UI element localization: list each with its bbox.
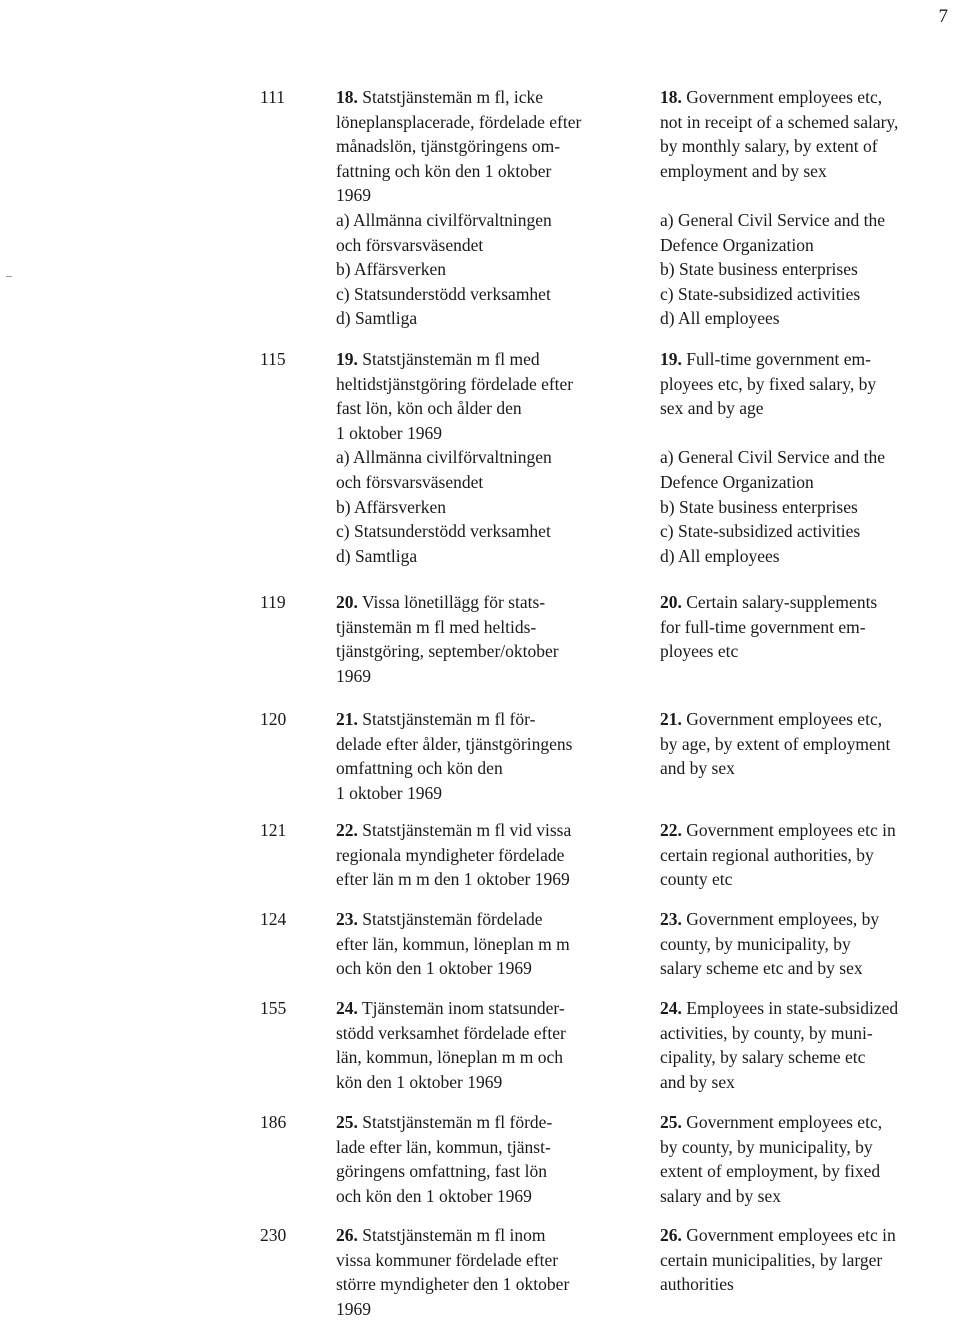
english-title-line	[660, 445, 950, 470]
swedish-title-text: större myndigheter den 1 oktober	[336, 1274, 570, 1295]
english-title-line	[660, 1159, 950, 1184]
swedish-title	[336, 818, 636, 892]
english-title-text: Full-time government em-	[686, 349, 871, 369]
english-title-line	[660, 134, 950, 159]
toc-page-number: 186	[260, 1112, 287, 1132]
swedish-title-line	[336, 1110, 636, 1135]
english-title-line	[660, 818, 950, 843]
english-title-line	[660, 1110, 950, 1135]
swedish-title-line	[336, 639, 636, 664]
english-title	[660, 1223, 950, 1297]
english-title-line	[660, 1135, 950, 1160]
swedish-title-text: Statstjänstemän m fl för-	[362, 709, 536, 729]
toc-page-number: 121	[260, 820, 287, 840]
english-title-text: Government employees etc,	[686, 1112, 883, 1132]
swedish-title-line	[336, 1070, 636, 1095]
swedish-title-line	[336, 907, 636, 932]
swedish-title-text: löneplansplacerade, fördelade efter	[336, 111, 582, 132]
toc-entry-number: 24.	[336, 998, 358, 1018]
swedish-title	[336, 85, 636, 331]
swedish-title-text: 1 oktober 1969	[336, 422, 442, 443]
english-title-text: extent of employment, by fixed	[660, 1161, 881, 1182]
toc-entry-number: 23.	[336, 909, 358, 929]
swedish-title-line	[336, 1297, 636, 1321]
swedish-title-text: d) Samtliga	[336, 308, 418, 329]
toc-entry-number: 19.	[336, 349, 358, 369]
swedish-title-line	[336, 1184, 636, 1209]
swedish-title-line	[336, 257, 636, 282]
swedish-title-text: 1969	[336, 1298, 371, 1319]
swedish-title-text: b) Affärsverken	[336, 496, 446, 517]
english-title-line	[660, 932, 950, 957]
swedish-title-text: d) Samtliga	[336, 545, 418, 566]
swedish-title	[336, 707, 636, 805]
english-title-text: authorities	[660, 1274, 734, 1295]
english-title-text: employment and by sex	[660, 160, 827, 181]
english-title	[660, 818, 950, 892]
english-title-text: ployees etc, by fixed salary, by	[660, 373, 877, 394]
swedish-title-line	[336, 664, 636, 689]
swedish-title-text: och kön den 1 oktober 1969	[336, 1185, 532, 1206]
english-title-line	[660, 208, 950, 233]
swedish-title-line	[336, 1248, 636, 1273]
english-title-line	[660, 85, 950, 110]
scan-mark	[6, 276, 12, 277]
english-title-text: Defence Organization	[660, 234, 814, 255]
toc-page-number: 155	[260, 998, 287, 1018]
english-title-line	[660, 639, 950, 664]
toc-page-number: 119	[260, 592, 286, 612]
swedish-title-line	[336, 470, 636, 495]
swedish-title-line	[336, 282, 636, 307]
english-title-text: c) State-subsidized activities	[660, 521, 861, 542]
english-title-text: by age, by extent of employment	[660, 733, 891, 754]
english-title-text: Government employees etc,	[686, 87, 883, 107]
english-title-text: d) All employees	[660, 545, 780, 566]
swedish-title-text: tjänstemän m fl med heltids-	[336, 616, 537, 637]
swedish-title-line	[336, 615, 636, 640]
swedish-title-text: c) Statsunderstödd verksamhet	[336, 521, 551, 542]
toc-page-number: 230	[260, 1225, 287, 1245]
english-title-line	[660, 1272, 950, 1297]
swedish-title-text: vissa kommuner fördelade efter	[336, 1249, 559, 1270]
english-title-line	[660, 110, 950, 135]
swedish-title-text: fattning och kön den 1 oktober	[336, 160, 552, 181]
toc-page-number: 124	[260, 909, 287, 929]
toc-entry-number: 21.	[336, 709, 358, 729]
english-title-text	[660, 423, 664, 443]
swedish-title-text: Statstjänstemän m fl med	[362, 349, 540, 369]
swedish-title-text: och kön den 1 oktober 1969	[336, 958, 532, 979]
english-title-text: Government employees, by	[686, 909, 880, 929]
english-title-line	[660, 183, 950, 208]
swedish-title-line	[336, 544, 636, 569]
swedish-title-text: stödd verksamhet fördelade efter	[336, 1022, 566, 1043]
english-title-line	[660, 615, 950, 640]
swedish-title-line	[336, 495, 636, 520]
toc-page-number: 115	[260, 349, 286, 369]
swedish-title	[336, 590, 636, 688]
english-title-text: b) State business enterprises	[660, 496, 858, 517]
toc-page-number: 111	[260, 87, 285, 107]
swedish-title-line	[336, 372, 636, 397]
swedish-title-line	[336, 159, 636, 184]
english-title-text: salary scheme etc and by sex	[660, 958, 863, 979]
swedish-title-text: och försvarsväsendet	[336, 471, 484, 492]
swedish-title	[336, 1223, 636, 1321]
english-title-text: a) General Civil Service and the	[660, 447, 885, 468]
english-title-line	[660, 1223, 950, 1248]
swedish-title-line	[336, 306, 636, 331]
english-title-text: Government employees etc in	[686, 1225, 896, 1245]
swedish-title-text: omfattning och kön den	[336, 758, 503, 779]
english-title-line	[660, 306, 950, 331]
swedish-title	[336, 907, 636, 981]
swedish-title-line	[336, 932, 636, 957]
swedish-title-text: a) Allmänna civilförvaltningen	[336, 209, 552, 230]
toc-entry-number: 19.	[660, 349, 682, 369]
swedish-title-text: 1969	[336, 185, 371, 206]
swedish-title-text: län, kommun, löneplan m m och	[336, 1047, 563, 1068]
swedish-title-text: c) Statsunderstödd verksamhet	[336, 283, 551, 304]
page-number: 7	[938, 6, 948, 27]
swedish-title-text: Statstjänstemän m fl inom	[362, 1225, 546, 1245]
english-title	[660, 707, 950, 781]
swedish-title-line	[336, 1135, 636, 1160]
swedish-title-line	[336, 110, 636, 135]
english-title	[660, 590, 950, 664]
toc-entry-number: 24.	[660, 998, 682, 1018]
english-title-line	[660, 707, 950, 732]
english-title-text	[660, 185, 664, 205]
english-title-line	[660, 470, 950, 495]
english-title-text: not in receipt of a schemed salary,	[660, 111, 899, 132]
toc-entry-number: 22.	[660, 820, 682, 840]
english-title-line	[660, 372, 950, 397]
swedish-title-line	[336, 867, 636, 892]
swedish-title-text: lade efter län, kommun, tjänst-	[336, 1136, 551, 1157]
swedish-title-text: Vissa lönetillägg för stats-	[361, 592, 546, 612]
english-title-line	[660, 495, 950, 520]
swedish-title-line	[336, 421, 636, 446]
english-title-text: and by sex	[660, 758, 735, 779]
toc-entry-number: 20.	[336, 592, 358, 612]
toc-entry-number: 21.	[660, 709, 682, 729]
english-title-text: activities, by county, by muni-	[660, 1022, 873, 1043]
swedish-title-text: tjänstgöring, september/oktober	[336, 641, 559, 662]
english-title-text: certain regional authorities, by	[660, 844, 874, 865]
toc-entry-number: 18.	[660, 87, 682, 107]
swedish-title-text: heltidstjänstgöring fördelade efter	[336, 373, 574, 394]
english-title-line	[660, 159, 950, 184]
english-title-line	[660, 282, 950, 307]
english-title	[660, 347, 950, 568]
swedish-title-line	[336, 956, 636, 981]
english-title	[660, 907, 950, 981]
english-title-text: county, by municipality, by	[660, 933, 851, 954]
swedish-title-text: Statstjänstemän fördelade	[362, 909, 543, 929]
swedish-title-line	[336, 781, 636, 806]
english-title-line	[660, 544, 950, 569]
swedish-title-line	[336, 1159, 636, 1184]
swedish-title-text: kön den 1 oktober 1969	[336, 1071, 503, 1092]
toc-entry-number: 20.	[660, 592, 682, 612]
toc-entry-number: 25.	[336, 1112, 358, 1132]
english-title-text: Government employees etc in	[686, 820, 896, 840]
swedish-title-text: fast lön, kön och ålder den	[336, 398, 522, 419]
swedish-title-line	[336, 183, 636, 208]
swedish-title-line	[336, 732, 636, 757]
english-title-text: b) State business enterprises	[660, 259, 858, 280]
english-title-line	[660, 907, 950, 932]
swedish-title-line	[336, 85, 636, 110]
swedish-title-line	[336, 1272, 636, 1297]
english-title-text: cipality, by salary scheme etc	[660, 1047, 866, 1068]
swedish-title-line	[336, 1021, 636, 1046]
swedish-title-text: månadslön, tjänstgöringens om-	[336, 136, 561, 157]
swedish-title-line	[336, 590, 636, 615]
swedish-title-text: 1969	[336, 665, 371, 686]
english-title-line	[660, 843, 950, 868]
english-title-text: d) All employees	[660, 308, 780, 329]
english-title-text: Defence Organization	[660, 471, 814, 492]
swedish-title-line	[336, 1045, 636, 1070]
english-title	[660, 85, 950, 331]
english-title-line	[660, 590, 950, 615]
swedish-title-line	[336, 707, 636, 732]
english-title-text: salary and by sex	[660, 1185, 782, 1206]
swedish-title-text: a) Allmänna civilförvaltningen	[336, 447, 552, 468]
swedish-title-text: och försvarsväsendet	[336, 234, 484, 255]
english-title-text: certain municipalities, by larger	[660, 1249, 883, 1270]
swedish-title-text: efter län m m den 1 oktober 1969	[336, 869, 570, 890]
swedish-title-text: efter län, kommun, löneplan m m	[336, 933, 570, 954]
english-title-text: ployees etc	[660, 641, 739, 662]
swedish-title-line	[336, 396, 636, 421]
swedish-title-line	[336, 347, 636, 372]
swedish-title-line	[336, 1223, 636, 1248]
english-title-line	[660, 421, 950, 446]
english-title-line	[660, 257, 950, 282]
toc-entry-number: 26.	[336, 1225, 358, 1245]
english-title-text: Employees in state-subsidized	[686, 998, 899, 1018]
english-title-line	[660, 1021, 950, 1046]
toc-page-number: 120	[260, 709, 287, 729]
english-title	[660, 1110, 950, 1208]
swedish-title	[336, 1110, 636, 1208]
swedish-title-line	[336, 519, 636, 544]
english-title-text: sex and by age	[660, 398, 764, 419]
english-title-line	[660, 1070, 950, 1095]
swedish-title-line	[336, 756, 636, 781]
swedish-title-line	[336, 134, 636, 159]
english-title-text: county etc	[660, 869, 733, 890]
swedish-title-text: delade efter ålder, tjänstgöringens	[336, 733, 573, 754]
swedish-title	[336, 347, 636, 568]
english-title-text: by monthly salary, by extent of	[660, 136, 878, 157]
english-title-line	[660, 1248, 950, 1273]
english-title-line	[660, 519, 950, 544]
swedish-title-text: Tjänstemän inom statsunder-	[361, 998, 565, 1018]
swedish-title-line	[336, 843, 636, 868]
english-title-line	[660, 956, 950, 981]
swedish-title-text: Statstjänstemän m fl vid vissa	[362, 820, 572, 840]
toc-entry-number: 26.	[660, 1225, 682, 1245]
swedish-title	[336, 996, 636, 1094]
english-title-line	[660, 233, 950, 258]
swedish-title-text: Statstjänstemän m fl förde-	[362, 1112, 553, 1132]
swedish-title-text: regionala myndigheter fördelade	[336, 844, 565, 865]
english-title-text: and by sex	[660, 1071, 735, 1092]
english-title-text: Certain salary-supplements	[686, 592, 878, 612]
swedish-title-text: 1 oktober 1969	[336, 782, 442, 803]
english-title-text: by county, by municipality, by	[660, 1136, 873, 1157]
swedish-title-line	[336, 996, 636, 1021]
english-title-line	[660, 347, 950, 372]
swedish-title-text: b) Affärsverken	[336, 259, 446, 280]
swedish-title-line	[336, 208, 636, 233]
swedish-title-line	[336, 818, 636, 843]
english-title-line	[660, 732, 950, 757]
english-title-text: for full-time government em-	[660, 616, 866, 637]
toc-entry-number: 18.	[336, 87, 358, 107]
toc-entry-number: 22.	[336, 820, 358, 840]
swedish-title-line	[336, 445, 636, 470]
english-title-line	[660, 1184, 950, 1209]
english-title-text: c) State-subsidized activities	[660, 283, 861, 304]
english-title-line	[660, 867, 950, 892]
english-title-line	[660, 996, 950, 1021]
swedish-title-text: göringens omfattning, fast lön	[336, 1161, 547, 1182]
english-title-text: a) General Civil Service and the	[660, 209, 885, 230]
english-title-line	[660, 1045, 950, 1070]
english-title-text: Government employees etc,	[686, 709, 883, 729]
english-title-line	[660, 396, 950, 421]
toc-entry-number: 25.	[660, 1112, 682, 1132]
swedish-title-text: Statstjänstemän m fl, icke	[362, 87, 544, 107]
english-title	[660, 996, 950, 1094]
toc-entry-number: 23.	[660, 909, 682, 929]
swedish-title-line	[336, 233, 636, 258]
english-title-line	[660, 756, 950, 781]
